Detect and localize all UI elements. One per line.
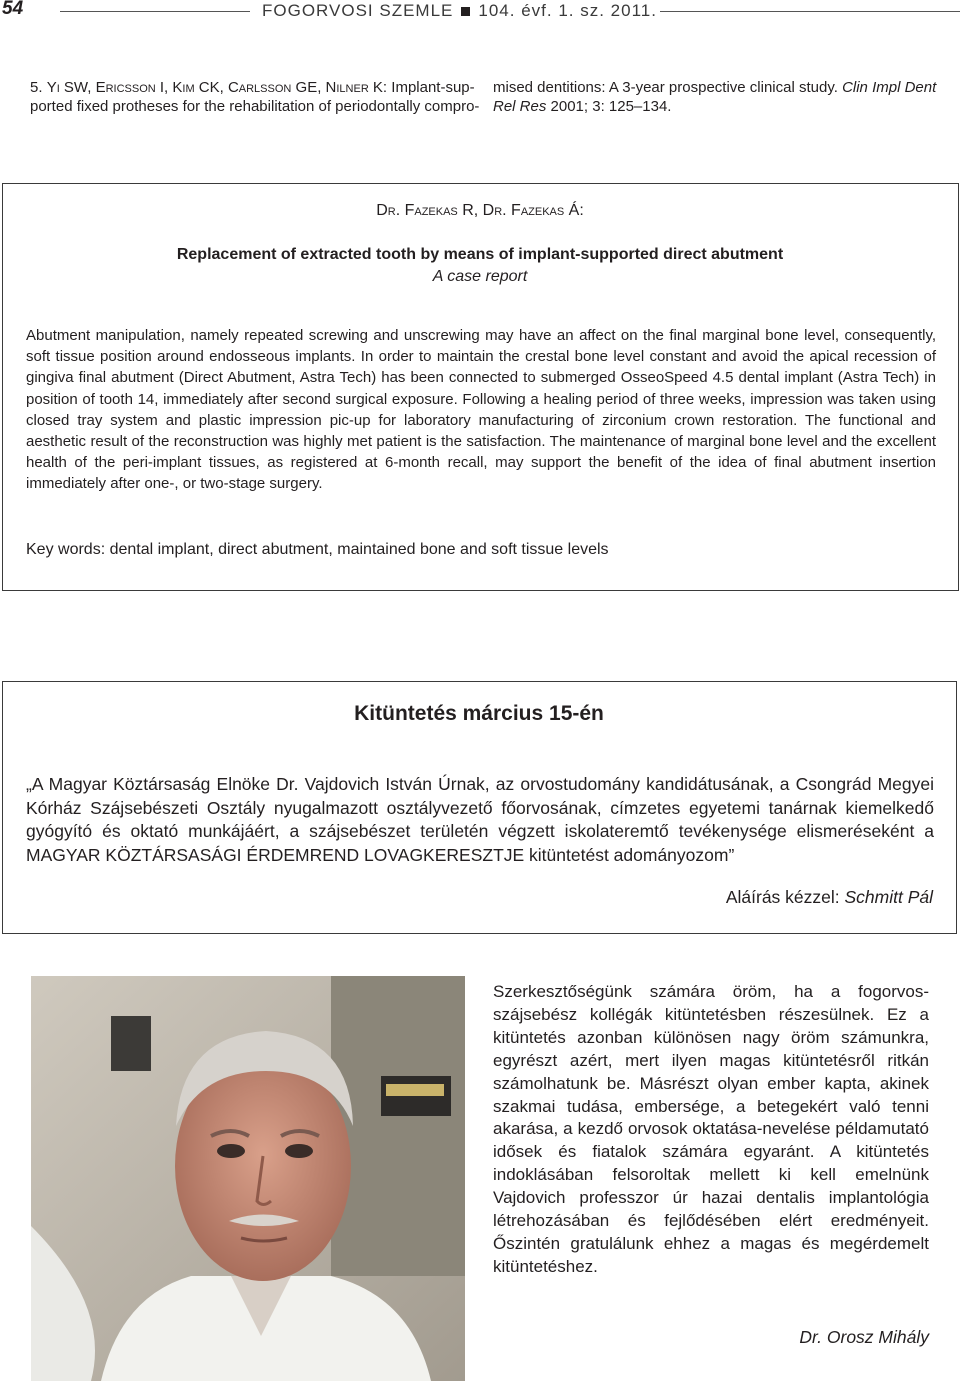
editorial-author: Dr. Orosz Mihály (799, 1327, 929, 1347)
reference-journal: Clin Impl Dent (842, 79, 937, 96)
page-number: 54 (2, 0, 24, 19)
abstract-subtitle: A case report (432, 268, 528, 285)
abstract-authors: Dr. Fazekas R, Dr. Fazekas Á: (376, 202, 584, 219)
header-rule-right (660, 11, 960, 12)
reference-left-column (30, 78, 480, 116)
square-bullet-icon (461, 7, 470, 16)
portrait-illustration (31, 976, 465, 1381)
abstract-title: Replacement of extracted tooth by means of implant-supported direct abutment (176, 246, 784, 263)
abstract-text: Abutment manipulation, namely repeated screwing and unscrewing may have an affect on the final marginal bone level, consequently, soft tissue position around endosseous implants. In order to maintain the crestal bone level constant and avoid the apical recession of gingiva final abutment (Direct Abutment, Astra Tech) has been connected to submerged OsseoSpeed 4.5 dental implant (Astra Tech) in position of tooth 14, immediately after second surgical exposure. Following a healing period of three weeks, impression was taken using closed tray system and plastic impression pic-up for laboratory manufacturing of zirconium crown restoration. The functional and aesthetic result of the reconstruction was highly met patient is the satisfaction. The maintenance of marginal bone level and the excellent health of the peri-implant tissues, as registered at 6-month recall, may support the benefit of the idea of final abutment insertion immediately after one-, or two-stage surgery. (26, 327, 936, 493)
award-box (2, 681, 957, 934)
reference-title-end: mised dentitions: A 3-year prospective clinical study. (493, 79, 843, 96)
award-signature (726, 887, 933, 908)
reference-journal-cont: Rel Res (493, 98, 547, 115)
reference-first-author: Yi (46, 79, 60, 96)
reference-number: 5. (30, 79, 43, 96)
reference-title-start: Implant-sup- (387, 79, 475, 96)
editorial-text: Szerkesztőségünk számára öröm, ha a fogorvos-szájsebész kollégák kitüntetésben részesülnek. Ez a kitüntetés azonban különösen nagy öröm számunkra, egyrészt azért, mert ilyen magas kitüntetésről ritkán számolhatunk be. Másrészt olyan ember kapta, akinek szakmai tudása, embersége, a betegekért való tenni akarása, a kezdő orvosok oktatása-nevelése példamutató idősek és fiatalok számára egyaránt. A kitüntetés indoklásában felsoroltak mellett ki kell emelnünk Vajdovich professzor úr hazai dentalis implantológia létrehozásában és fejlődésében elért eredményeit. Őszintén gratulálunk ehhez a magas és megérdemelt kitüntetéshez. (493, 982, 929, 1276)
reference-title-cont: ported fixed protheses for the rehabilitation of periodontally compro- (30, 98, 480, 115)
portrait-photo (31, 976, 465, 1381)
header-rule-left (60, 11, 250, 12)
abstract-keywords: Key words: dental implant, direct abutment, maintained bone and soft tissue levels (26, 541, 609, 558)
running-head (262, 1, 657, 21)
abstract-box (2, 183, 959, 591)
reference-right-column (493, 78, 959, 116)
journal-title: FOGORVOSI SZEMLE (262, 1, 454, 20)
award-title: Kitüntetés március 15-én (354, 702, 604, 725)
reference-volume: 2001; 3: 125–134. (546, 98, 672, 115)
issue-info: 104. évf. 1. sz. 2011. (478, 1, 657, 20)
signature-label: Aláírás kézzel: (725, 887, 845, 907)
signature-name: Schmitt Pál (844, 887, 933, 907)
award-text: „A Magyar Köztársaság Elnöke Dr. Vajdovich István Úrnak, az orvostudomány kandidátusának, a Csongrád Megyei Kórház Szájsebészeti Osztály nyugalmazott osztályvezető főorvosának, címzetes egyetemi tanárnak kiemelkedő gyógyító és oktató munkájáért, a szájsebészet területén végzett iskolateremtő tevékenysége elismeréseként a MAGYAR KÖZTÁRSASÁGI ÉRDEMREND LOVAGKERESZTJE kitüntetést adományozom” (26, 774, 934, 865)
reference-authors: SW, Ericsson I, Kim CK, Carlsson GE, Nilner K: (63, 79, 388, 96)
